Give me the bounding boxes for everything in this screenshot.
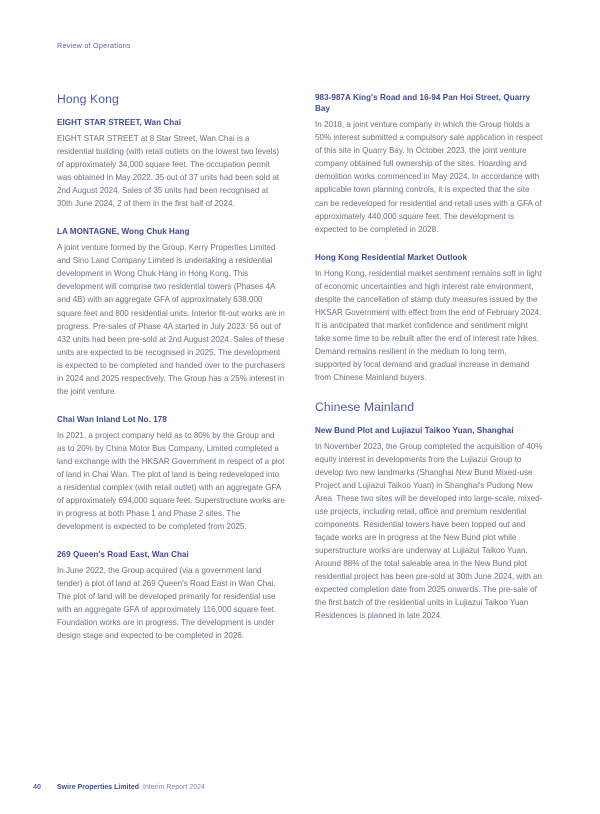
subheading-new-bund-plot-lujiazui-taikoo-yuan: New Bund Plot and Lujiazui Taikoo Yuan, Shanghai bbox=[315, 425, 514, 435]
body-paragraph: In November 2023, the Group completed the acquisition of 40% equity interest in developments from the Lujiazui Group to develop two new landmarks (Shanghai New Bund Mixed-use Project and Lujiazui Taikoo Yuan) in Shanghai's Pudong New Area. These two sites will be developed into large-scale, mixed-use projects, including retail, office and premium residential components. Residential towers have been topped out and façade works are in progress at the New Bund plot while superstructure works are underway at Lujiazui Taikoo Yuan. Around 88% of the total saleable area in the New Bund plot residential project has been pre-sold at 30th June 2024, with an expected completion date from 2025 onwards. The pre-sale of the first batch of the residential units in Lujiazui Taikoo Yuan Residences is planned in late 2024. bbox=[315, 442, 543, 621]
running-head: Review of Operations bbox=[57, 41, 131, 50]
body-paragraph: In 2018, a joint venture company in which the Group holds a 50% interest submitted a compulsory sale application in respect of this site in Quarry Bay. In October 2023, the joint venture company obtained full ownership of the sites. Hoarding and demolition works commenced in May 2024. In accordance with applicable town planning controls, it is expected that the site can be redeveloped for residential and retail uses with a GFA of approximately 440,000 square feet. The development is expected to be completed in 2028. bbox=[315, 120, 543, 234]
article-block bbox=[57, 117, 285, 210]
article-block bbox=[315, 425, 543, 623]
subheading-kings-road-pan-hoi-street: 983-987A King's Road and 16-94 Pan Hoi Street, Quarry Bay bbox=[315, 93, 531, 114]
column-right bbox=[315, 92, 543, 642]
footer-page-number: 40 bbox=[33, 782, 41, 791]
footer-company-name: Swire Properties Limited bbox=[57, 784, 139, 791]
subheading-chai-wan-inland-lot: Chai Wan Inland Lot No. 178 bbox=[57, 414, 167, 424]
article-block bbox=[315, 252, 543, 384]
subheading-hong-kong-residential-market-outlook: Hong Kong Residential Market Outlook bbox=[315, 252, 467, 262]
article-block bbox=[57, 549, 285, 642]
article-block bbox=[57, 226, 285, 398]
section-title-hong-kong: Hong Kong bbox=[57, 92, 119, 106]
page-footer bbox=[33, 782, 205, 791]
column-left bbox=[57, 92, 285, 642]
body-paragraph: In 2021, a project company held as to 80% by the Group and as to 20% by China Motor Bus Company, Limited completed a land exchange with the HKSAR Government in respect of a plot of land in Chai Wan. The plot of land is being redeveloped into a residential complex (with retail outlet) with an aggregate GFA of approximately 694,000 square feet. Superstructure works are in progress at both Phase 1 and Phase 2 sites. The development is expected to be completed from 2025. bbox=[57, 430, 285, 532]
footer-report-name: Interim Report 2024 bbox=[143, 784, 205, 791]
article-block bbox=[57, 414, 285, 533]
article-block bbox=[315, 92, 543, 236]
body-paragraph: In June 2022, the Group acquired (via a government land tender) a plot of land at 269 Queen's Road East in Wan Chai. The plot of land will be developed primarily for residential use with an aggregate GFA of approximately 116,000 square feet. Foundation works are in progress. The development is under design stage and expected to be completed in 2026. bbox=[57, 566, 277, 641]
subheading-la-montagne: LA MONTAGNE, Wong Chuk Hang bbox=[57, 227, 190, 237]
two-column-body bbox=[0, 92, 600, 642]
body-paragraph: EIGHT STAR STREET at 8 Star Street, Wan Chai is a residential building (with retail outlets on the lowest two levels) of approximately 34,000 square feet. The occupation permit was obtained in May 2022. 35 out of 37 units had been sold at 2nd August 2024. Sales of 35 units had been recognised at 30th June 2024, 2 of them in the first half of 2024. bbox=[57, 134, 280, 209]
subheading-eight-star-street: EIGHT STAR STREET, Wan Chai bbox=[57, 117, 182, 127]
subheading-269-queens-road-east: 269 Queen's Road East, Wan Chai bbox=[57, 550, 189, 560]
body-paragraph: In Hong Kong, residential market sentiment remains soft in light of economic uncertainties and high interest rate environment, despite the cancellation of stamp duty measures issued by the HKSAR Government with effect from the end of February 2024. It is anticipated that market confidence and sentiment might take some time to be rebuilt after the end of interest rate hikes. Demand remains resilient in the medium to long term, supported by local demand and gradual increase in demand from Chinese Mainland buyers. bbox=[315, 268, 542, 382]
body-paragraph: A joint venture formed by the Group, Kerry Properties Limited and Sino Land Company Limited is undertaking a residential development in Wong Chuk Hang in Hong Kong. This development will comprise two residential towers (Phases 4A and 4B) with an aggregate GFA of approximately 638,000 square feet and 800 residential units. Interior fit-out works are in progress. Pre-sales of Phase 4A started in July 2023. 56 out of 432 units had been pre-sold at 2nd August 2024. Sales of these units are expected to be recognised in 2025. The development is expected to be completed and handed over to the purchasers in 2024 and 2025 respectively. The Group has a 25% interest in the joint venture. bbox=[57, 243, 285, 396]
section-title-chinese-mainland: Chinese Mainland bbox=[315, 400, 415, 415]
